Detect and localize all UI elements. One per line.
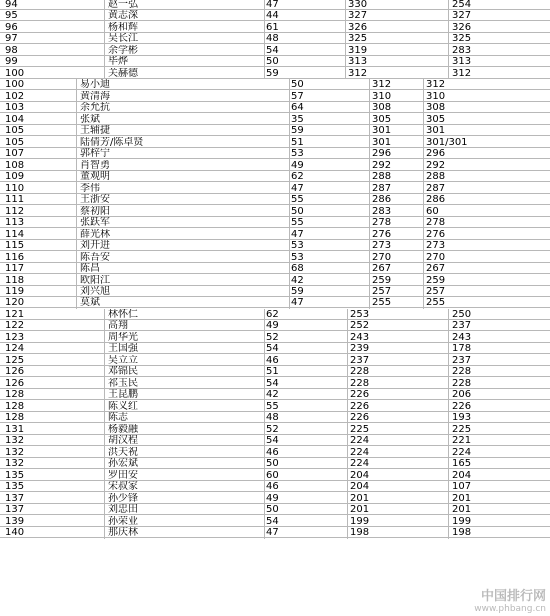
- cell-age: 52: [266, 332, 279, 343]
- cell-name: 孙荣业: [108, 516, 138, 527]
- cell-name: 刘忠田: [108, 504, 138, 515]
- cell-wealth: 224: [350, 447, 370, 458]
- cell-wealth: 292: [372, 160, 392, 171]
- cell-last: 198: [452, 527, 472, 538]
- cell-last: 278: [426, 217, 446, 228]
- cell-rank: 113: [5, 217, 25, 228]
- table-row: [0, 401, 550, 412]
- cell-wealth: 204: [350, 481, 370, 492]
- cell-rank: 103: [5, 102, 25, 113]
- cell-age: 46: [266, 481, 279, 492]
- cell-wealth: 224: [350, 435, 370, 446]
- cell-last: 283: [452, 45, 472, 56]
- cell-rank: 122: [5, 320, 25, 331]
- cell-rank: 128: [5, 389, 25, 400]
- cell-wealth: 310: [372, 91, 392, 102]
- cell-name: 吴长江: [108, 33, 138, 44]
- cell-age: 62: [266, 309, 279, 320]
- cell-wealth: 308: [372, 102, 392, 113]
- cell-age: 53: [291, 240, 304, 251]
- cell-name: 杨毅融: [108, 424, 138, 435]
- cell-name: 祁玉民: [108, 378, 138, 389]
- cell-age: 50: [291, 206, 304, 217]
- column-divider: [423, 79, 424, 309]
- cell-name: 洪天祝: [108, 447, 138, 458]
- cell-wealth: 239: [350, 343, 370, 354]
- cell-wealth: 286: [372, 194, 392, 205]
- cell-rank: 100: [5, 79, 25, 90]
- cell-last: 221: [452, 435, 472, 446]
- cell-name: 陆倩芳/陈卓贤: [80, 137, 144, 148]
- cell-wealth: 273: [372, 240, 392, 251]
- cell-name: 王辅捷: [80, 125, 110, 136]
- cell-age: 48: [266, 412, 279, 423]
- table-row: [0, 412, 550, 423]
- table-row: [0, 504, 550, 515]
- cell-age: 54: [266, 435, 279, 446]
- column-divider: [104, 0, 105, 79]
- cell-name: 易小迪: [80, 79, 110, 90]
- cell-name: 肖智勇: [80, 160, 110, 171]
- cell-rank: 98: [5, 45, 18, 56]
- table-row: [0, 527, 550, 538]
- cell-age: 62: [291, 171, 304, 182]
- cell-name: 罗田安: [108, 470, 138, 481]
- cell-last: 310: [426, 91, 446, 102]
- cell-wealth: 326: [348, 22, 368, 33]
- column-divider: [448, 309, 449, 539]
- watermark-url: www.phbang.cn: [474, 604, 546, 614]
- cell-age: 42: [266, 389, 279, 400]
- column-divider: [345, 0, 346, 79]
- table-row: [0, 263, 550, 274]
- cell-age: 50: [266, 504, 279, 515]
- table-row: [0, 148, 550, 159]
- cell-rank: 114: [5, 229, 25, 240]
- table-row: [0, 183, 550, 194]
- cell-rank: 137: [5, 493, 25, 504]
- cell-last: 312: [426, 79, 446, 90]
- cell-wealth: 313: [348, 56, 368, 67]
- cell-wealth: 301: [372, 137, 392, 148]
- cell-rank: 94: [5, 0, 18, 10]
- cell-rank: 139: [5, 516, 25, 527]
- table-row: [0, 286, 550, 297]
- table-row: [0, 45, 550, 56]
- cell-wealth: 327: [348, 10, 368, 21]
- cell-wealth: 201: [350, 493, 370, 504]
- cell-age: 60: [266, 470, 279, 481]
- cell-rank: 128: [5, 412, 25, 423]
- cell-name: 孙宏斌: [108, 458, 138, 469]
- cell-last: 237: [452, 355, 472, 366]
- cell-last: 178: [452, 343, 472, 354]
- cell-age: 51: [266, 366, 279, 377]
- cell-name: 杨和辉: [108, 22, 138, 33]
- table-row: [0, 275, 550, 286]
- cell-age: 50: [266, 56, 279, 67]
- cell-last: 237: [452, 320, 472, 331]
- table-row: [0, 160, 550, 171]
- cell-wealth: 288: [372, 171, 392, 182]
- cell-name: 余学彬: [108, 45, 138, 56]
- column-divider: [289, 79, 290, 309]
- cell-name: 周华光: [108, 332, 138, 343]
- cell-name: 赵一弘: [108, 0, 138, 10]
- cell-rank: 102: [5, 91, 25, 102]
- cell-age: 59: [266, 68, 279, 79]
- table-row: [0, 332, 550, 343]
- table-row: [0, 458, 550, 469]
- cell-last: 228: [452, 366, 472, 377]
- cell-last: 60: [426, 206, 439, 217]
- cell-age: 48: [266, 33, 279, 44]
- cell-wealth: 312: [348, 68, 368, 79]
- cell-name: 欧阳江: [80, 275, 110, 286]
- cell-rank: 126: [5, 378, 25, 389]
- cell-name: 王昆鹏: [108, 389, 138, 400]
- cell-last: 286: [426, 194, 446, 205]
- table-row: [0, 252, 550, 263]
- cell-name: 刘兴旭: [80, 286, 110, 297]
- cell-name: 关赫德: [108, 68, 138, 79]
- cell-wealth: 243: [350, 332, 370, 343]
- cell-wealth: 199: [350, 516, 370, 527]
- cell-wealth: 253: [350, 309, 370, 320]
- cell-last: 250: [452, 309, 472, 320]
- table-row: [0, 171, 550, 182]
- cell-wealth: 257: [372, 286, 392, 297]
- cell-last: 206: [452, 389, 472, 400]
- cell-rank: 124: [5, 343, 25, 354]
- column-divider: [347, 309, 348, 539]
- cell-last: 273: [426, 240, 446, 251]
- cell-age: 35: [291, 114, 304, 125]
- cell-name: 董观明: [80, 171, 110, 182]
- cell-last: 201: [452, 493, 472, 504]
- cell-rank: 121: [5, 309, 25, 320]
- cell-wealth: 301: [372, 125, 392, 136]
- cell-last: 199: [452, 516, 472, 527]
- cell-rank: 125: [5, 355, 25, 366]
- cell-name: 毕烨: [108, 56, 128, 67]
- cell-last: 312: [452, 68, 472, 79]
- cell-rank: 105: [5, 125, 25, 136]
- cell-wealth: 228: [350, 366, 370, 377]
- cell-wealth: 278: [372, 217, 392, 228]
- table-row: [0, 0, 550, 10]
- cell-age: 49: [266, 320, 279, 331]
- cell-age: 50: [266, 458, 279, 469]
- cell-last: 259: [426, 275, 446, 286]
- cell-wealth: 226: [350, 412, 370, 423]
- cell-rank: 135: [5, 481, 25, 492]
- cell-wealth: 319: [348, 45, 368, 56]
- cell-wealth: 296: [372, 148, 392, 159]
- cell-rank: 140: [5, 527, 25, 538]
- cell-wealth: 312: [372, 79, 392, 90]
- cell-last: 165: [452, 458, 472, 469]
- table-row: [0, 22, 550, 33]
- column-divider: [104, 309, 105, 539]
- table-row: [0, 125, 550, 136]
- cell-rank: 128: [5, 401, 25, 412]
- cell-age: 59: [291, 125, 304, 136]
- cell-last: 301: [426, 125, 446, 136]
- cell-name: 张斌: [80, 114, 100, 125]
- cell-last: 287: [426, 183, 446, 194]
- cell-age: 53: [291, 252, 304, 263]
- cell-age: 61: [266, 22, 279, 33]
- cell-last: 327: [452, 10, 472, 21]
- column-divider: [448, 0, 449, 79]
- table-row: [0, 217, 550, 228]
- cell-rank: 116: [5, 252, 25, 263]
- cell-rank: 118: [5, 275, 25, 286]
- cell-rank: 132: [5, 458, 25, 469]
- cell-wealth: 255: [372, 297, 392, 308]
- cell-age: 49: [291, 160, 304, 171]
- table-row: [0, 447, 550, 458]
- column-divider: [369, 79, 370, 309]
- table-row: [0, 470, 550, 481]
- watermark: [474, 585, 546, 614]
- cell-age: 46: [266, 355, 279, 366]
- cell-last: 296: [426, 148, 446, 159]
- table-row: [0, 91, 550, 102]
- cell-last: 224: [452, 447, 472, 458]
- cell-last: 255: [426, 297, 446, 308]
- cell-last: 326: [452, 22, 472, 33]
- cell-rank: 126: [5, 366, 25, 377]
- table-row: [0, 389, 550, 400]
- cell-rank: 112: [5, 206, 25, 217]
- cell-name: 陈昌: [80, 263, 100, 274]
- cell-rank: 107: [5, 148, 25, 159]
- cell-last: 308: [426, 102, 446, 113]
- cell-age: 68: [291, 263, 304, 274]
- cell-name: 薛光林: [80, 229, 110, 240]
- cell-wealth: 237: [350, 355, 370, 366]
- cell-age: 55: [266, 401, 279, 412]
- cell-rank: 96: [5, 22, 18, 33]
- cell-age: 47: [266, 527, 279, 538]
- cell-age: 44: [266, 10, 279, 21]
- cell-last: 204: [452, 470, 472, 481]
- table-row: [0, 229, 550, 240]
- table-row: [0, 435, 550, 446]
- cell-last: 288: [426, 171, 446, 182]
- table-row: [0, 79, 550, 90]
- cell-name: 陈义红: [108, 401, 138, 412]
- cell-last: 201: [452, 504, 472, 515]
- table-row: [0, 102, 550, 113]
- cell-age: 51: [291, 137, 304, 148]
- cell-name: 李伟: [80, 183, 100, 194]
- cell-rank: 120: [5, 297, 25, 308]
- cell-name: 黄清海: [80, 91, 110, 102]
- cell-wealth: 224: [350, 458, 370, 469]
- cell-name: 吴立立: [108, 355, 138, 366]
- cell-wealth: 204: [350, 470, 370, 481]
- cell-name: 林怀仁: [108, 309, 138, 320]
- cell-age: 54: [266, 343, 279, 354]
- cell-name: 黄志深: [108, 10, 138, 21]
- cell-age: 55: [291, 217, 304, 228]
- table-row: [0, 481, 550, 492]
- cell-wealth: 252: [350, 320, 370, 331]
- cell-age: 49: [266, 493, 279, 504]
- cell-age: 59: [291, 286, 304, 297]
- cell-last: 267: [426, 263, 446, 274]
- cell-wealth: 225: [350, 424, 370, 435]
- table-row: [0, 320, 550, 331]
- column-divider: [264, 0, 265, 79]
- cell-last: 193: [452, 412, 472, 423]
- cell-rank: 119: [5, 286, 25, 297]
- table-row: [0, 516, 550, 527]
- table-row: [0, 206, 550, 217]
- cell-rank: 104: [5, 114, 25, 125]
- cell-last: 292: [426, 160, 446, 171]
- cell-name: 邓锦民: [108, 366, 138, 377]
- table-row: [0, 33, 550, 44]
- cell-rank: 132: [5, 447, 25, 458]
- cell-age: 54: [266, 45, 279, 56]
- cell-rank: 123: [5, 332, 25, 343]
- table-row: [0, 424, 550, 435]
- cell-name: 高翔: [108, 320, 128, 331]
- table-row: [0, 56, 550, 67]
- cell-wealth: 305: [372, 114, 392, 125]
- table-row: [0, 297, 550, 308]
- cell-wealth: 226: [350, 401, 370, 412]
- table-row: [0, 378, 550, 389]
- table-row: [0, 68, 550, 79]
- cell-rank: 137: [5, 504, 25, 515]
- cell-wealth: 226: [350, 389, 370, 400]
- cell-age: 47: [291, 297, 304, 308]
- cell-wealth: 267: [372, 263, 392, 274]
- cell-name: 胡汉程: [108, 435, 138, 446]
- cell-age: 47: [266, 0, 279, 10]
- cell-age: 46: [266, 447, 279, 458]
- cell-wealth: 283: [372, 206, 392, 217]
- cell-last: 254: [452, 0, 472, 10]
- cell-wealth: 330: [348, 0, 368, 10]
- cell-name: 王浙安: [80, 194, 110, 205]
- cell-age: 47: [291, 229, 304, 240]
- cell-age: 64: [291, 102, 304, 113]
- cell-last: 226: [452, 401, 472, 412]
- cell-age: 47: [291, 183, 304, 194]
- cell-wealth: 259: [372, 275, 392, 286]
- table-row: [0, 10, 550, 21]
- cell-last: 313: [452, 56, 472, 67]
- cell-name: 宋叔家: [108, 481, 138, 492]
- cell-last: 243: [452, 332, 472, 343]
- cell-rank: 95: [5, 10, 18, 21]
- cell-name: 余允抗: [80, 102, 110, 113]
- cell-rank: 111: [5, 194, 25, 205]
- cell-rank: 100: [5, 68, 25, 79]
- cell-last: 225: [452, 424, 472, 435]
- cell-wealth: 198: [350, 527, 370, 538]
- cell-rank: 115: [5, 240, 25, 251]
- cell-rank: 108: [5, 160, 25, 171]
- cell-age: 42: [291, 275, 304, 286]
- table-row: [0, 114, 550, 125]
- cell-rank: 117: [5, 263, 25, 274]
- cell-name: 刘开进: [80, 240, 110, 251]
- table-row: [0, 309, 550, 320]
- cell-rank: 135: [5, 470, 25, 481]
- cell-last: 270: [426, 252, 446, 263]
- cell-rank: 99: [5, 56, 18, 67]
- cell-last: 276: [426, 229, 446, 240]
- cell-rank: 132: [5, 435, 25, 446]
- cell-wealth: 228: [350, 378, 370, 389]
- cell-rank: 131: [5, 424, 25, 435]
- cell-last: 325: [452, 33, 472, 44]
- cell-last: 301/301: [426, 137, 468, 148]
- cell-rank: 110: [5, 183, 25, 194]
- column-divider: [76, 79, 77, 309]
- table-row: [0, 194, 550, 205]
- cell-name: 孙少锋: [108, 493, 138, 504]
- cell-age: 57: [291, 91, 304, 102]
- cell-name: 陈吾安: [80, 252, 110, 263]
- cell-age: 54: [266, 516, 279, 527]
- table-row: [0, 493, 550, 504]
- cell-age: 53: [291, 148, 304, 159]
- cell-name: 蔡初阳: [80, 206, 110, 217]
- cell-wealth: 201: [350, 504, 370, 515]
- cell-name: 陈志: [108, 412, 128, 423]
- cell-rank: 105: [5, 137, 25, 148]
- cell-name: 那庆林: [108, 527, 138, 538]
- cell-wealth: 287: [372, 183, 392, 194]
- cell-wealth: 276: [372, 229, 392, 240]
- table-row: [0, 366, 550, 377]
- cell-name: 王国强: [108, 343, 138, 354]
- table-row: [0, 240, 550, 251]
- cell-name: 莫斌: [80, 297, 100, 308]
- cell-name: 郭梓宁: [80, 148, 110, 159]
- cell-rank: 97: [5, 33, 18, 44]
- column-divider: [264, 309, 265, 539]
- cell-wealth: 270: [372, 252, 392, 263]
- cell-name: 张跃军: [80, 217, 110, 228]
- cell-age: 54: [266, 378, 279, 389]
- cell-last: 107: [452, 481, 472, 492]
- cell-last: 228: [452, 378, 472, 389]
- table-row: [0, 137, 550, 148]
- table-row: [0, 355, 550, 366]
- cell-rank: 109: [5, 171, 25, 182]
- cell-age: 52: [266, 424, 279, 435]
- cell-last: 257: [426, 286, 446, 297]
- cell-age: 55: [291, 194, 304, 205]
- cell-wealth: 325: [348, 33, 368, 44]
- cell-last: 305: [426, 114, 446, 125]
- cell-age: 50: [291, 79, 304, 90]
- table-row: [0, 343, 550, 354]
- watermark-logo-text: 中国排行网: [480, 589, 546, 604]
